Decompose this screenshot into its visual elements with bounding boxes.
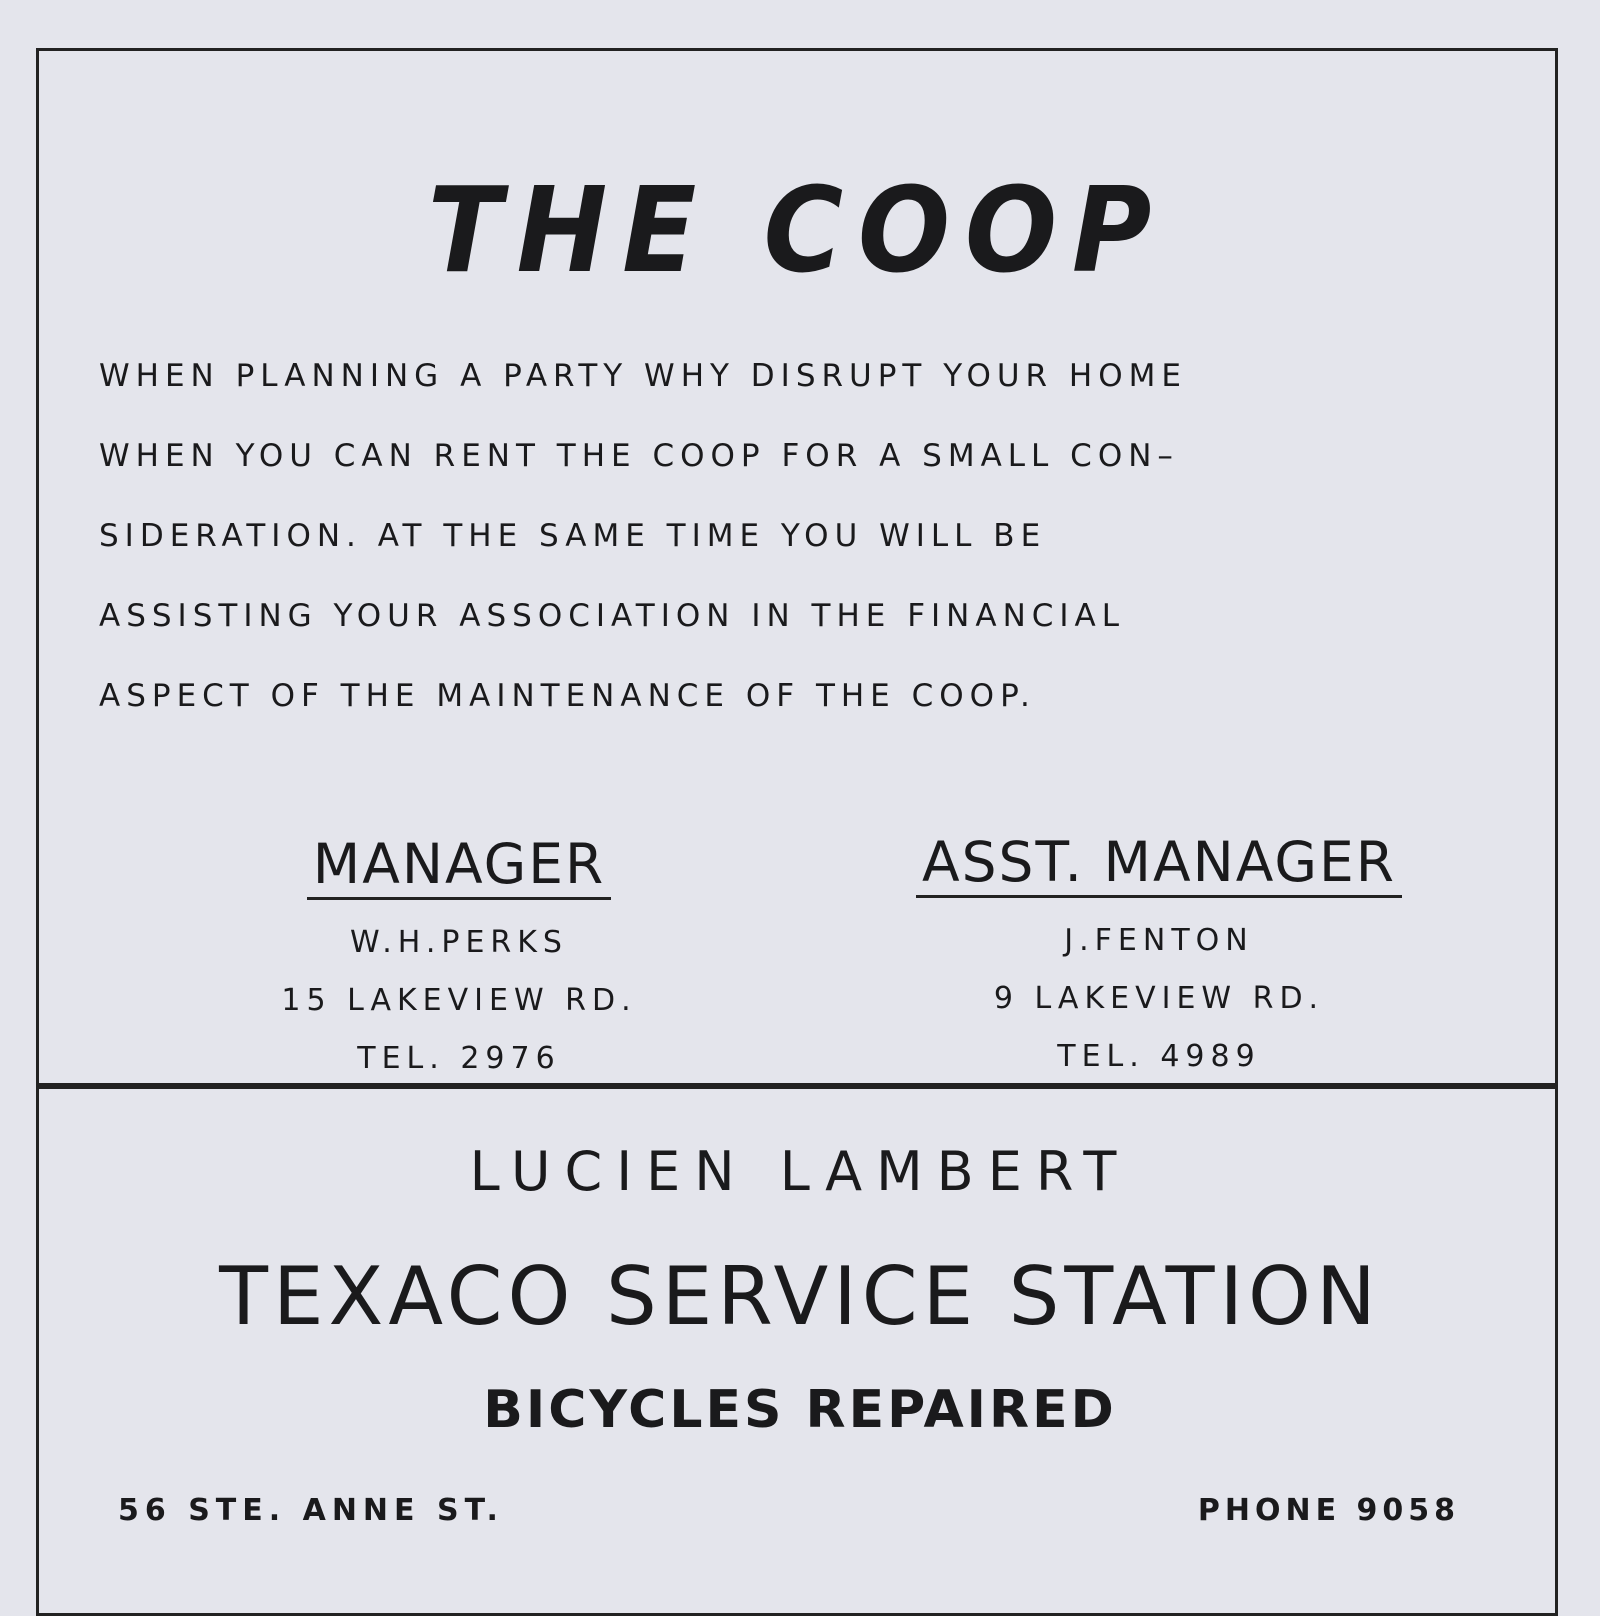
manager-name: W.H.PERKS xyxy=(350,925,568,960)
asst-manager-contact xyxy=(839,829,1479,1086)
asst-manager-address: 9 LAKEVIEW RD. xyxy=(993,981,1325,1016)
texaco-business-name: TEXACO SERVICE STATION xyxy=(219,1250,1381,1343)
description-line: WHEN YOU CAN RENT THE COOP FOR A SMALL CON– xyxy=(99,438,1179,474)
texaco-owner: LUCIEN LAMBERT xyxy=(469,1140,1131,1203)
description-line: SIDERATION. AT THE SAME TIME YOU WILL BE xyxy=(99,518,1047,554)
manager-address: 15 LAKEVIEW RD. xyxy=(281,983,637,1018)
asst-manager-heading: ASST. MANAGER xyxy=(916,829,1402,898)
column-divider xyxy=(1555,48,1558,1608)
description-line: WHEN PLANNING A PARTY WHY DISRUPT YOUR HOME xyxy=(99,358,1187,394)
asst-manager-phone: TEL. 4989 xyxy=(1057,1039,1261,1074)
manager-contact xyxy=(159,831,759,1088)
texaco-phone: PHONE 9058 xyxy=(1197,1493,1460,1528)
coop-description xyxy=(99,351,1529,751)
texaco-address: 56 STE. ANNE ST. xyxy=(118,1493,504,1528)
manager-phone: TEL. 2976 xyxy=(357,1041,561,1076)
coop-title: THE COOP xyxy=(427,161,1167,299)
texaco-service: BICYCLES REPAIRED xyxy=(483,1380,1117,1440)
description-line: ASPECT OF THE MAINTENANCE OF THE COOP. xyxy=(99,678,1036,714)
manager-heading: MANAGER xyxy=(307,831,611,900)
coop-advertisement xyxy=(36,48,1558,1086)
description-line: ASSISTING YOUR ASSOCIATION IN THE FINANCIAL xyxy=(99,598,1126,634)
asst-manager-name: J.FENTON xyxy=(1064,923,1254,958)
